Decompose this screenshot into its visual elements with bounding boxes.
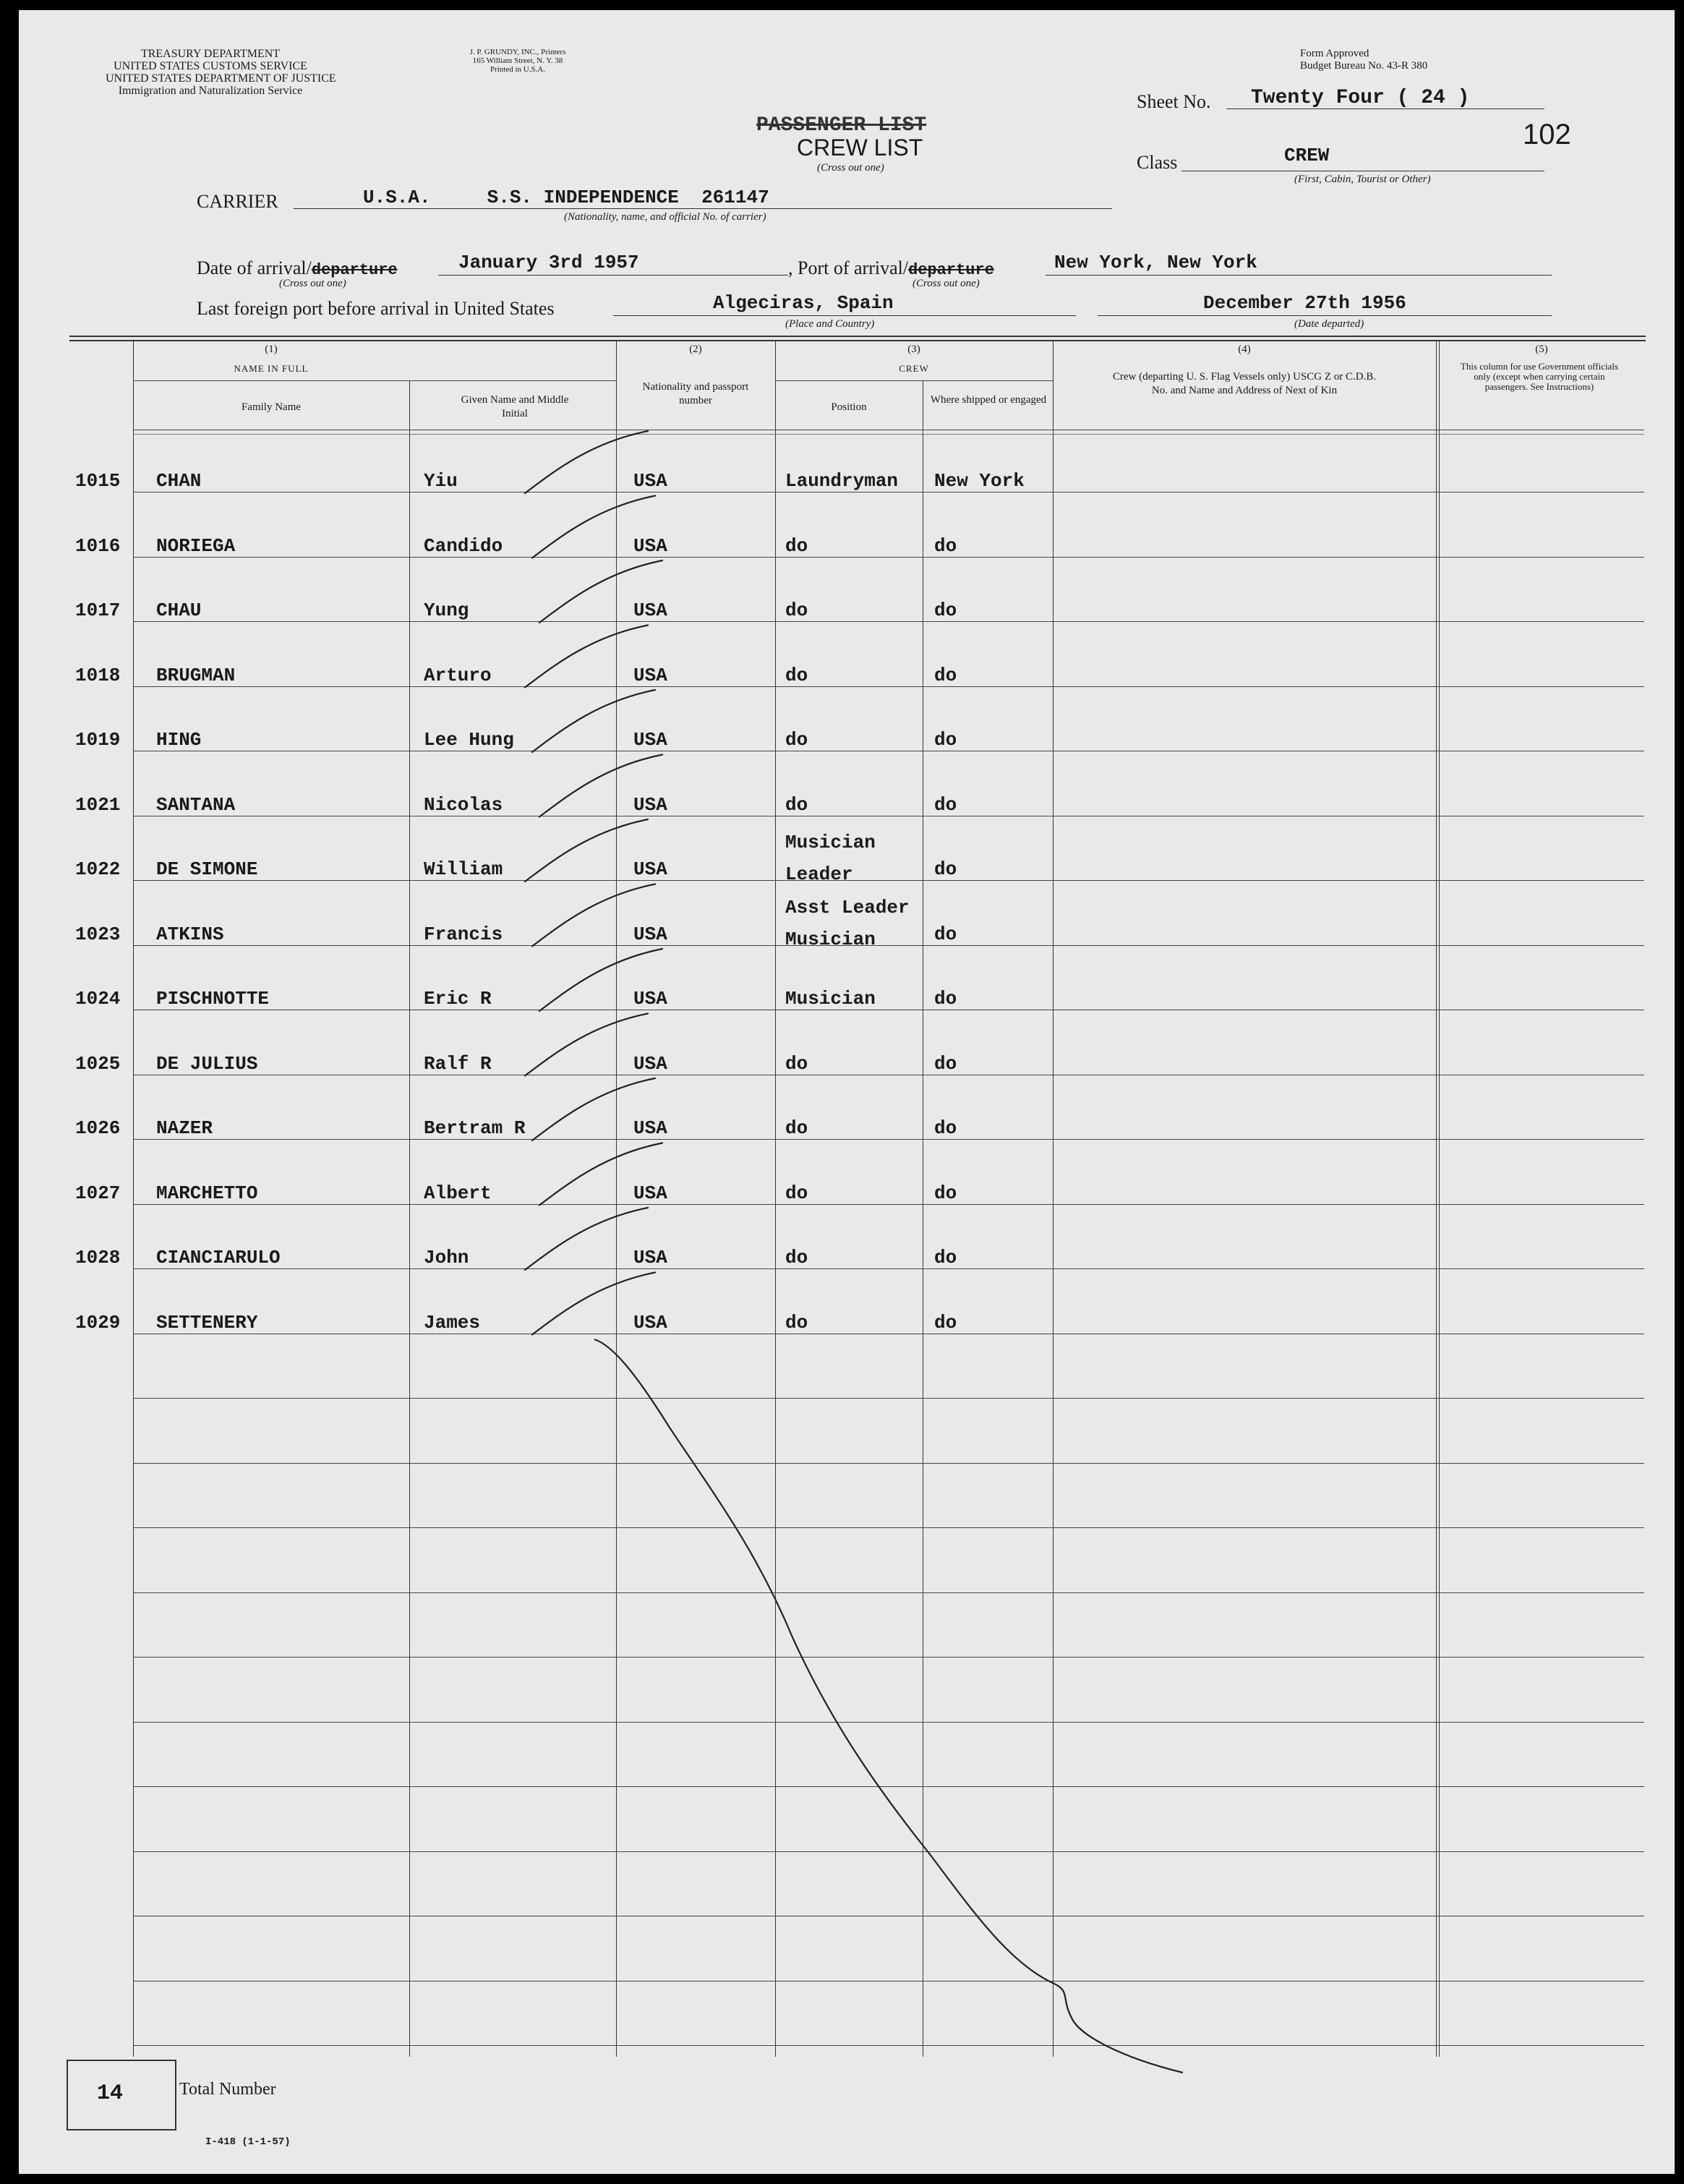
agency-line-2: UNITED STATES CUSTOMS SERVICE	[114, 60, 307, 72]
page-title: CREW LIST	[797, 135, 923, 161]
col4-number: (4)	[1238, 344, 1251, 355]
where-shipped-cell: do	[934, 1117, 957, 1139]
family-name-cell: SANTANA	[156, 793, 236, 816]
nationality-cell: USA	[633, 858, 667, 880]
check-stroke	[539, 560, 662, 623]
check-stroke	[532, 1078, 655, 1140]
next-of-kin-header: Crew (departing U. S. Flag Vessels only) USCG Z or C.D.B. No. and Name and Address of Next of Kin	[1112, 371, 1377, 396]
row-number: 1024	[75, 988, 121, 1010]
family-name-cell: CHAU	[156, 600, 202, 621]
printer-line-2: 165 William Street, N. Y. 38	[472, 56, 563, 65]
col1-number: (1)	[265, 344, 278, 355]
nationality-cell: USA	[633, 1182, 667, 1204]
nationality-cell: USA	[633, 534, 667, 557]
given-name-cell: Arturo	[424, 664, 492, 686]
given-name-cell: Lee Hung	[424, 729, 514, 751]
nationality-cell: USA	[633, 1052, 667, 1075]
given-name-cell: Albert	[424, 1182, 492, 1204]
check-stroke	[525, 431, 648, 493]
row-number: 1026	[75, 1117, 121, 1139]
col3-number: (3)	[907, 344, 920, 355]
family-name-cell: CIANCIARULO	[156, 1247, 281, 1268]
family-name-cell: CHAN	[156, 470, 202, 492]
where-shipped-cell: do	[934, 1182, 957, 1204]
sheet-value: Twenty Four ( 24 )	[1251, 87, 1470, 109]
class-caption: (First, Cabin, Tourist or Other)	[1294, 174, 1431, 185]
position-cell: do	[785, 1117, 808, 1139]
port-arrival-label: , Port of arrival/departure	[788, 257, 994, 279]
where-shipped-cell: do	[934, 534, 957, 557]
given-name-cell: Yiu	[424, 470, 458, 492]
given-name-cell: Candido	[424, 534, 503, 557]
diagonal-close-out-stroke	[594, 1339, 1183, 2073]
row-number: 1025	[75, 1052, 121, 1075]
sheet-label: Sheet No.	[1137, 91, 1211, 112]
given-name-cell: Ralf R	[424, 1052, 492, 1075]
family-name-cell: MARCHETTO	[156, 1182, 258, 1204]
last-port-date: December 27th 1956	[1203, 292, 1406, 314]
family-name-cell: SETTENERY	[156, 1311, 258, 1334]
total-value: 14	[97, 2081, 124, 2106]
printer-line-1: J. P. GRUNDY, INC., Printers	[469, 48, 566, 56]
carrier-caption: (Nationality, name, and official No. of carrier)	[564, 211, 766, 223]
row-number: 1018	[75, 664, 121, 686]
where-shipped-cell: New York	[934, 470, 1025, 492]
crew-header: CREW	[899, 363, 929, 374]
nationality-cell: USA	[633, 729, 667, 751]
check-stroke	[539, 949, 662, 1011]
position-cell: do	[785, 534, 808, 557]
where-shipped-cell: do	[934, 600, 957, 621]
where-shipped-cell: do	[934, 858, 957, 880]
date-arrival-value: January 3rd 1957	[458, 252, 639, 273]
nationality-cell: USA	[633, 470, 667, 492]
where-shipped-cell: do	[934, 1247, 957, 1268]
where-shipped-cell: do	[934, 1311, 957, 1334]
row-number: 1017	[75, 600, 121, 621]
nationality-header: Nationality and passport number	[642, 381, 749, 406]
crossed-title: PASSENGER LIST	[756, 114, 927, 137]
form-number: I-418 (1-1-57)	[205, 2136, 291, 2148]
where-shipped-cell: do	[934, 923, 957, 945]
carrier-value: U.S.A. S.S. INDEPENDENCE 261147	[363, 187, 769, 208]
family-name-cell: BRUGMAN	[156, 664, 236, 686]
position-cell: Asst Leader Musician	[785, 896, 910, 950]
date-crossed-word: departure	[311, 261, 398, 279]
position-cell: do	[785, 1052, 808, 1075]
page-number: 102	[1523, 119, 1571, 150]
where-shipped-header: Where shipped or engaged	[930, 394, 1047, 406]
nationality-cell: USA	[633, 793, 667, 816]
check-stroke	[525, 626, 648, 688]
check-stroke	[525, 1014, 648, 1076]
position-cell: Laundryman	[785, 470, 899, 492]
agency-line-4: Immigration and Naturalization Service	[118, 85, 303, 97]
nationality-cell: USA	[633, 1247, 667, 1268]
last-port-caption: (Place and Country)	[785, 318, 875, 330]
position-cell: do	[785, 600, 808, 621]
row-number: 1015	[75, 470, 121, 492]
given-name-cell: Francis	[424, 923, 503, 945]
given-name-cell: Yung	[424, 600, 469, 621]
family-name-header: Family Name	[241, 401, 302, 413]
nationality-cell: USA	[633, 664, 667, 686]
agency-line-3: UNITED STATES DEPARTMENT OF JUSTICE	[106, 72, 336, 85]
document-sheet	[19, 10, 1675, 2174]
given-name-cell: John	[424, 1247, 469, 1268]
last-port-value: Algeciras, Spain	[713, 292, 894, 314]
row-number: 1021	[75, 793, 121, 816]
last-port-date-caption: (Date departed)	[1294, 318, 1364, 330]
given-name-cell: James	[424, 1311, 481, 1334]
row-number: 1027	[75, 1182, 121, 1204]
family-name-cell: NORIEGA	[156, 534, 236, 557]
pen-strokes	[19, 10, 1675, 2174]
nationality-cell: USA	[633, 600, 667, 621]
position-header: Position	[831, 401, 867, 413]
position-cell: Musician	[785, 988, 876, 1010]
agency-line-1: TREASURY DEPARTMENT	[140, 48, 281, 60]
nationality-cell: USA	[633, 1117, 667, 1139]
family-name-cell: PISCHNOTTE	[156, 988, 270, 1010]
given-name-cell: Nicolas	[424, 793, 503, 816]
class-value: CREW	[1284, 145, 1330, 166]
class-label: Class	[1137, 152, 1178, 173]
total-label: Total Number	[179, 2080, 276, 2099]
position-cell: Musician Leader	[785, 832, 876, 885]
last-port-label: Last foreign port before arrival in United States	[197, 298, 555, 319]
given-name-cell: Bertram R	[424, 1117, 526, 1139]
nationality-cell: USA	[633, 988, 667, 1010]
check-stroke	[539, 1143, 662, 1206]
check-stroke	[532, 884, 655, 947]
where-shipped-cell: do	[934, 1052, 957, 1075]
printer-line-3: Printed in U.S.A.	[490, 65, 546, 74]
col2-number: (2)	[689, 344, 702, 355]
nationality-cell: USA	[633, 923, 667, 945]
check-stroke	[532, 1273, 655, 1335]
nationality-cell: USA	[633, 1311, 667, 1334]
check-stroke	[525, 1208, 648, 1270]
date-caption: (Cross out one)	[279, 278, 346, 289]
row-number: 1028	[75, 1247, 121, 1268]
where-shipped-cell: do	[934, 729, 957, 751]
where-shipped-cell: do	[934, 664, 957, 686]
form-approved-line-2: Budget Bureau No. 43-R 380	[1300, 60, 1428, 72]
family-name-cell: NAZER	[156, 1117, 213, 1139]
row-number: 1016	[75, 534, 121, 557]
position-cell: do	[785, 1182, 808, 1204]
given-name-cell: Eric R	[424, 988, 492, 1010]
check-stroke	[532, 496, 655, 558]
given-name-cell: William	[424, 858, 503, 880]
port-arrival-value: New York, New York	[1054, 252, 1257, 273]
row-number: 1019	[75, 729, 121, 751]
family-name-cell: DE JULIUS	[156, 1052, 258, 1075]
where-shipped-cell: do	[934, 793, 957, 816]
position-cell: do	[785, 793, 808, 816]
family-name-cell: HING	[156, 729, 202, 751]
carrier-label: CARRIER	[197, 191, 278, 212]
position-cell: do	[785, 664, 808, 686]
family-name-cell: DE SIMONE	[156, 858, 258, 880]
position-cell: do	[785, 1247, 808, 1268]
family-name-cell: ATKINS	[156, 923, 224, 945]
date-arrival-label: Date of arrival/departure	[197, 257, 398, 279]
position-cell: do	[785, 1311, 808, 1334]
form-approved-line-1: Form Approved	[1300, 48, 1369, 59]
given-name-header: Given Name and Middle Initial	[461, 394, 569, 419]
port-crossed-word: departure	[908, 261, 994, 279]
check-stroke	[532, 690, 655, 752]
row-number: 1023	[75, 923, 121, 945]
official-use-header: This column for use Government officials only (except when carrying certain passengers. See Instructions)	[1460, 361, 1619, 392]
port-caption: (Cross out one)	[912, 278, 980, 289]
position-cell: do	[785, 729, 808, 751]
check-stroke	[539, 755, 662, 817]
col1-title: NAME IN FULL	[234, 363, 309, 374]
title-caption: (Cross out one)	[817, 162, 884, 174]
row-number: 1029	[75, 1311, 121, 1334]
col5-number: (5)	[1535, 344, 1548, 355]
row-number: 1022	[75, 858, 121, 880]
check-stroke	[525, 819, 648, 882]
where-shipped-cell: do	[934, 988, 957, 1010]
